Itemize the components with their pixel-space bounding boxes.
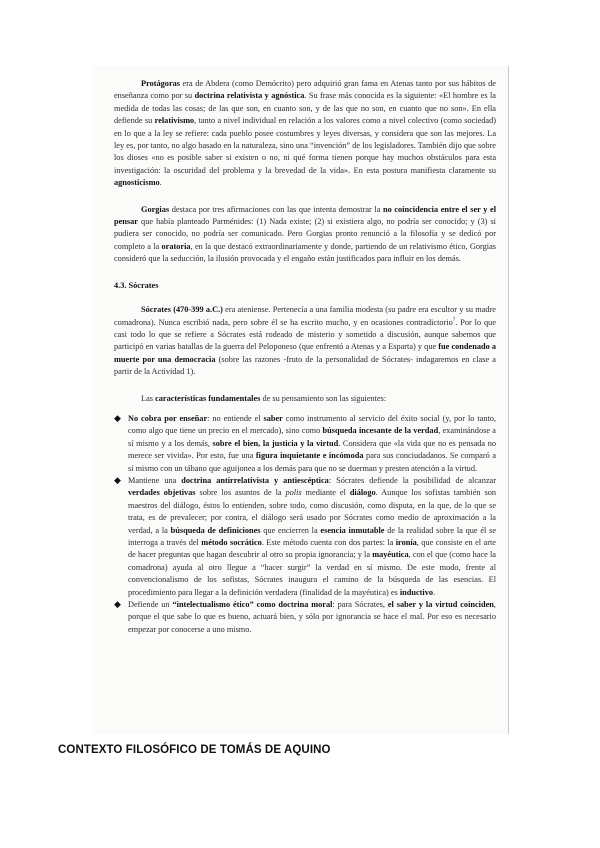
characteristics-list: [114, 413, 496, 636]
list-item: [114, 599, 496, 636]
scanned-text-column: [114, 66, 496, 636]
list-item-text: No cobra por enseñar: no entiende el saber como instrumento al servicio del éxito social (y, por lo tanto, como algo que tiene un precio en el mercado), sino como búsqueda incesante de la verdad, examinándose a sí mismo y a los demás, sobre el bien, la justicia y la virtud. Considera que «la vida que no es pensada no merece ser vivida». Por esto, fue una figura inquietante e incómoda para sus conciudadanos. Se comparó a sí mismo con un tábano que aguijonea a los demás para que no se duerman y presten atención a la virtud.: [128, 413, 496, 473]
list-item-text: Mantiene una doctrina antirrelativista y antiescéptica: Sócrates defiende la posibilidad de alcanzar verdades objetivas sobre los asuntos de la polis mediante el diálogo. Aunque los sofistas también son maestros del diálogo, éstos lo entienden, sobre todo, como discusión, como disputa, en la que, de lo que se trata, es de prevalecer; por contra, el diálogo será usado por Sócrates como medio de aproximación a la verdad, a la búsqueda de definiciones que encierren la esencia inmutable de la realidad sobre la que él se interroga a través del método socrático. Este método cuenta con dos partes: la ironía, que consiste en el arte de hacer preguntas que hagan descubrir al otro su propia ignorancia; y la mayéutica, con el que (como hace la comadrona) ayuda al otro llegue a “hacer surgir” la verdad en sí mismo. De este modo, frente al convencionalismo de los sofistas, Sócrates inaugura el camino de la búsqueda de las esencias. El procedimiento para llegar a la definición verdadera (finalidad de la mayéutica) es inductivo.: [128, 475, 496, 597]
scanned-page: [92, 66, 509, 734]
list-item: [114, 475, 496, 599]
list-item: [114, 413, 496, 475]
paragraph-socrates: Sócrates (470-399 a.C.) era ateniense. Pertenecía a una familia modesta (su padre era escultor y su madre comadrona). Nunca escribió nada, pero sobre él se ha escrito mucho, y en ocasiones contradictorio$^7$. Por lo que casi todo lo que se refiere a Sócrates está rodeado de misterio y sometido a discusión, aunque sabemos que participó en varias batallas de la guerra del Peloponeso (que enfrentó a Atenas y a Esparta) y que fue condenado a muerte por una democracia (sobre las razones -fruto de la personalidad de Sócrates- indagaremos en clase a partir de la Actividad 1).: [114, 305, 497, 377]
diamond-bullet-icon: ◆: [114, 413, 121, 424]
list-item-text: Defiende un “intelectualismo ético” como doctrina moral: para Sócrates, el saber y la virtud coinciden, porque el que sabe lo que es bueno, actuará bien, y sólo por ignorancia se hace el mal. Por eso es necesario empezar por conocerse a uno mismo.: [128, 600, 496, 634]
diamond-bullet-icon: ◆: [114, 475, 121, 486]
diamond-bullet-icon: ◆: [114, 600, 121, 611]
paragraph-gorgias: Gorgias destaca por tres afirmaciones con las que intenta demostrar la no coincidencia entre el ser y el pensar que había planteado Parménides: (1) Nada existe; (2) si existiera algo, no podría ser conocido; y (3) si pudiera ser conocido, no podría ser comunicado. Pero Gorgias pronto renunció a la filosofía y se dedicó por completo a la oratoria, en la que destacó extraordinariamente y donde, partiendo de un relativismo ético, Gorgias consideró que la seducción, la ilusión provocada y el engaño están justificados para influir en los demás.: [114, 204, 496, 264]
section-title: CONTEXTO FILOSÓFICO DE TOMÁS DE AQUINO: [58, 744, 331, 756]
paragraph-protagoras: Protágoras era de Abdera (como Demócrito) pero adquirió gran fama en Atenas tanto por sus hábitos de enseñanza como por su doctrina relativista y agnóstica. Su frase más conocida es la siguiente: «El hombre es la medida de todas las cosas; de las que son, en cuanto son, y de las que no son, en cuanto que no son». En ella defiende su relativismo, tanto a nivel individual en relación a los valores como a nivel colectivo (como sociedad) en lo que a la ley se refiere: cada pueblo posee costumbres y leyes diversas, y considera que son las mejores. La ley es, por tanto, no algo basado en la naturaleza, sino una “invención” de los legisladores. También dijo que sobre los dioses «no es posible saber si existen o no, ni qué forma tienen porque hay muchos obstáculos para esta investigación: la oscuridad del problema y la brevedad de la vida». En esta postura manifiesta claramente su agnosticismo.: [114, 79, 496, 188]
footnote-marker[interactable]: 7: [452, 317, 456, 323]
paragraph-intro-list: Las características fundamentales de su pensamiento son las siguientes:: [141, 393, 387, 403]
section-heading: 4.3. Sócrates: [114, 280, 159, 290]
